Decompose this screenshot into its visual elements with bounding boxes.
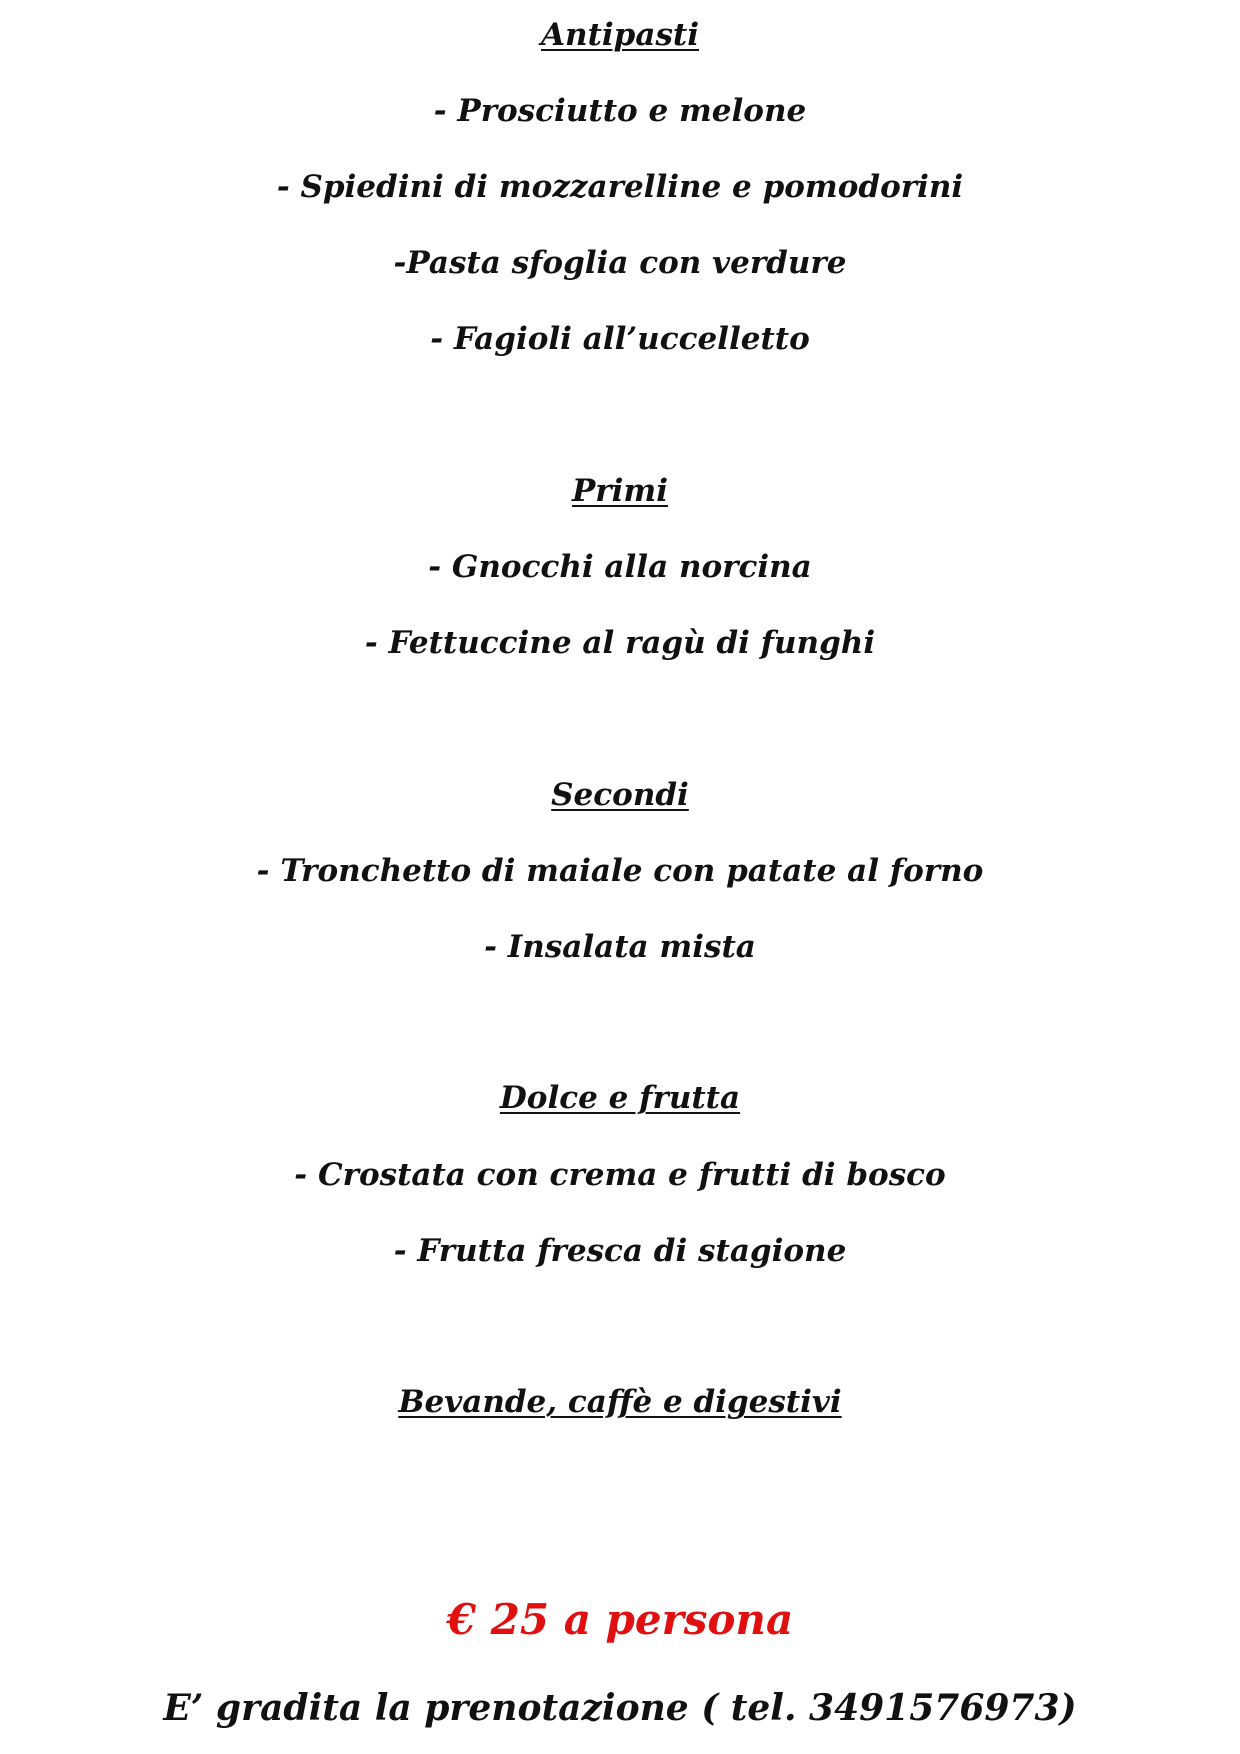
menu-item: - Crostata con crema e frutti di bosco [294,1157,946,1193]
menu-item: - Tronchetto di maiale con patate al forno [256,853,984,889]
menu-item: - Prosciutto e melone [433,93,807,129]
menu-item: - Spiedini di mozzarelline e pomodorini [276,169,964,205]
menu-item: - Frutta fresca di stagione [393,1233,847,1269]
booking-note: E’ gradita la prenotazione ( tel. 3491576973) [163,1687,1077,1729]
menu-item: - Gnocchi alla norcina [428,549,812,585]
section-heading-bevande: Bevande, caffè e digestivi [398,1384,842,1420]
menu-item: - Fagioli all’uccelletto [430,321,810,357]
section-heading-secondi: Secondi [551,777,689,813]
menu-item: - Fettuccine al ragù di funghi [364,625,876,661]
price-per-person: € 25 a persona [446,1595,794,1644]
section-heading-primi: Primi [572,473,668,509]
section-heading-dolce-e-frutta: Dolce e frutta [499,1080,741,1116]
menu-item: -Pasta sfoglia con verdure [393,245,847,281]
menu-item: - Insalata mista [484,929,756,965]
section-heading-antipasti: Antipasti [541,17,699,53]
